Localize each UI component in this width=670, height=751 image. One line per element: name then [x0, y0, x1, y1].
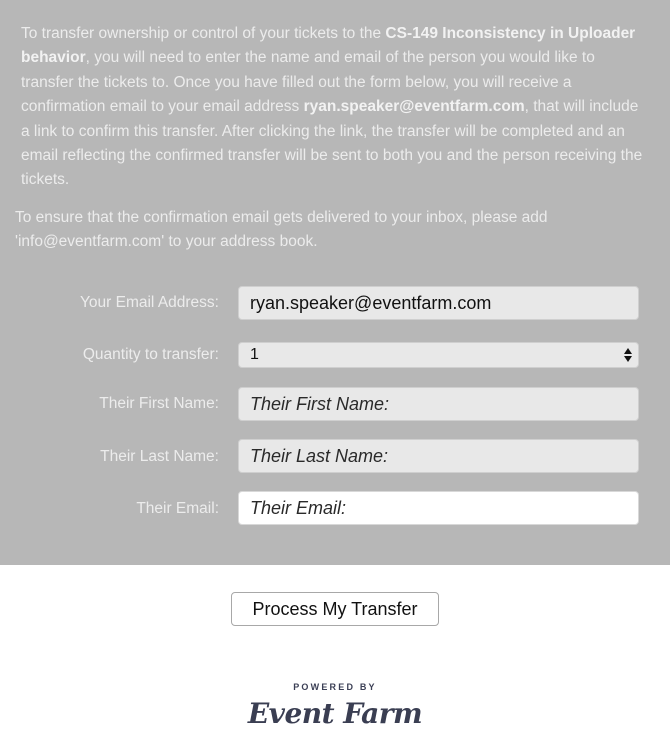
last-name-input[interactable] [238, 439, 639, 473]
last-name-label: Their Last Name: [100, 448, 219, 465]
first-name-label: Their First Name: [99, 395, 219, 412]
intro-text-3: , that will include a link to confirm this transfer. After clicking the link, the transfer will be completed and an email reflecting the confirmed transfer will be sent to both you and the person receiving the tickets. [21, 98, 643, 189]
your-email-input[interactable] [238, 286, 639, 320]
event-farm-logo[interactable]: Event Farm [247, 697, 423, 730]
event-name: CS-149 Inconsistency in Uploader behavior [21, 25, 636, 67]
quantity-value: 1 [250, 346, 259, 363]
your-email-label: Your Email Address: [79, 294, 219, 311]
their-email-input[interactable] [238, 491, 639, 525]
their-email-label: Their Email: [136, 500, 219, 517]
intro-text-2: , you will need to enter the name and email of the person you would like to transfer the tickets to. Once you have filled out the form below, you will receive a confirmation email to your email address [21, 49, 595, 116]
address-book-note: To ensure that the confirmation email gets delivered to your inbox, please add 'info@eventfarm.com' to your address book. [15, 209, 548, 251]
select-arrows-icon [623, 345, 633, 365]
powered-by-label: POWERED BY [293, 682, 377, 692]
quantity-select[interactable] [238, 342, 639, 368]
process-transfer-button[interactable]: Process My Transfer [231, 592, 439, 626]
first-name-input[interactable] [238, 387, 639, 421]
intro-text-1: To transfer ownership or control of your tickets to the [21, 25, 386, 42]
quantity-label: Quantity to transfer: [82, 346, 219, 363]
user-email-highlight: ryan.speaker@eventfarm.com [303, 98, 525, 116]
intro-paragraph [21, 22, 651, 193]
